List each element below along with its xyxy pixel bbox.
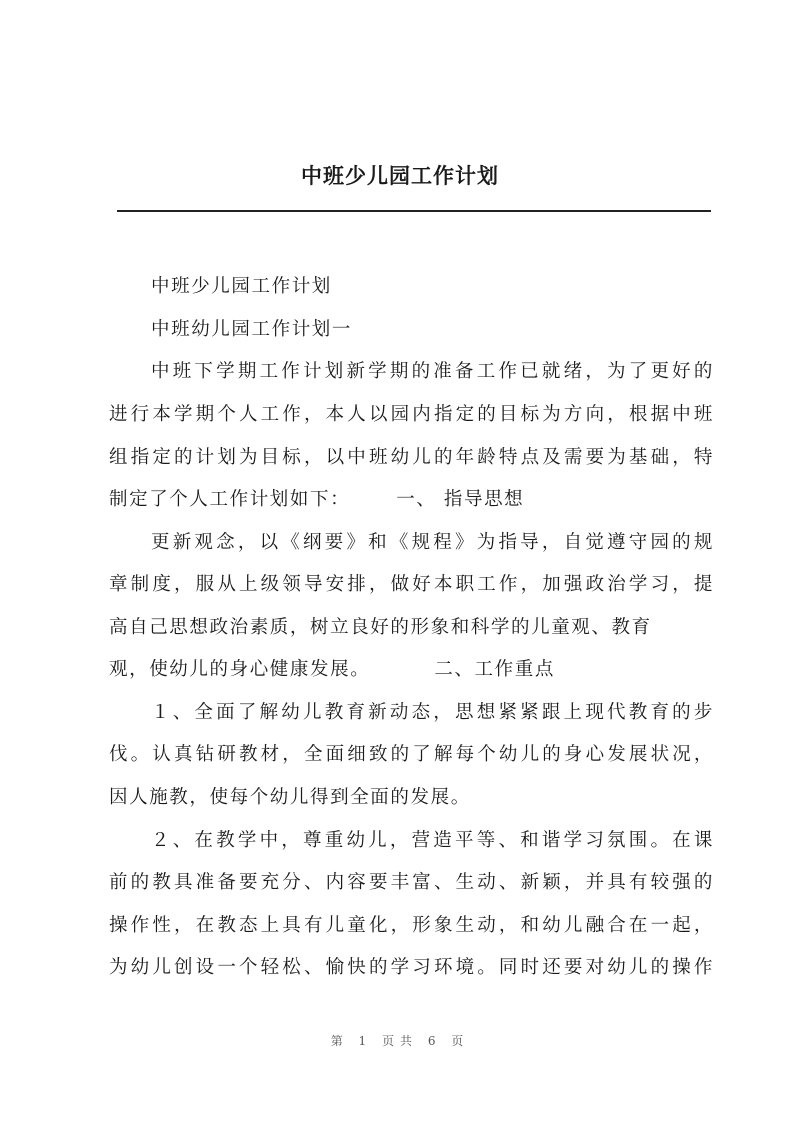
body-line: 中班少儿园工作计划 (151, 276, 332, 297)
title-underline (117, 210, 711, 212)
body-line: １、全面了解幼儿教育新动态，思想紧紧跟上现代教育的步 (151, 702, 714, 723)
body-text: 观，使幼儿的身心健康发展。 (109, 659, 371, 680)
body-line: 伐。认真钻研教材，全面细致的了解每个幼儿的身心发展状况， (109, 744, 714, 765)
body-line: 组指定的计划为目标，以中班幼儿的年龄特点及需要为基础，特 (109, 447, 714, 468)
body-line: 更新观念，以《纲要》和《规程》为指导，自觉遵守园的规 (151, 532, 714, 553)
body-line: 高自己思想政治素质，树立良好的形象和科学的儿童观、教育 (109, 617, 652, 638)
body-line: 为幼儿创设一个轻松、愉快的学习环境。同时还要对幼儿的操作 (109, 957, 714, 978)
document-title: 中班少儿园工作计划 (301, 163, 499, 188)
body-line (109, 485, 714, 515)
body-line: 前的教具准备要充分、内容要丰富、生动、新颖，并具有较强的 (109, 872, 714, 893)
body-line: ２、在教学中，尊重幼儿，营造平等、和谐学习氛围。在课 (151, 830, 714, 851)
section-heading: 二、工作重点 (434, 659, 555, 680)
body-line: 中班下学期工作计划新学期的准备工作已就绪，为了更好的 (151, 361, 714, 382)
body-line: 中班幼儿园工作计划一 (151, 319, 353, 340)
body-line (109, 655, 714, 685)
body-line: 进行本学期个人工作，本人以园内指定的目标为方向，根据中班 (109, 404, 714, 425)
page-number: 第 1 页共 6 页 (330, 1034, 470, 1048)
body-text: 制定了个人工作计划如下： (109, 489, 351, 510)
body-line: 因人施教，使每个幼儿得到全面的发展。 (109, 787, 471, 808)
body-line: 操作性，在教态上具有儿童化，形象生动，和幼儿融合在一起， (109, 915, 714, 936)
section-heading: 一、 指导思想 (396, 489, 525, 510)
body-line: 章制度，服从上级领导安排，做好本职工作，加强政治学习，提 (109, 574, 714, 595)
